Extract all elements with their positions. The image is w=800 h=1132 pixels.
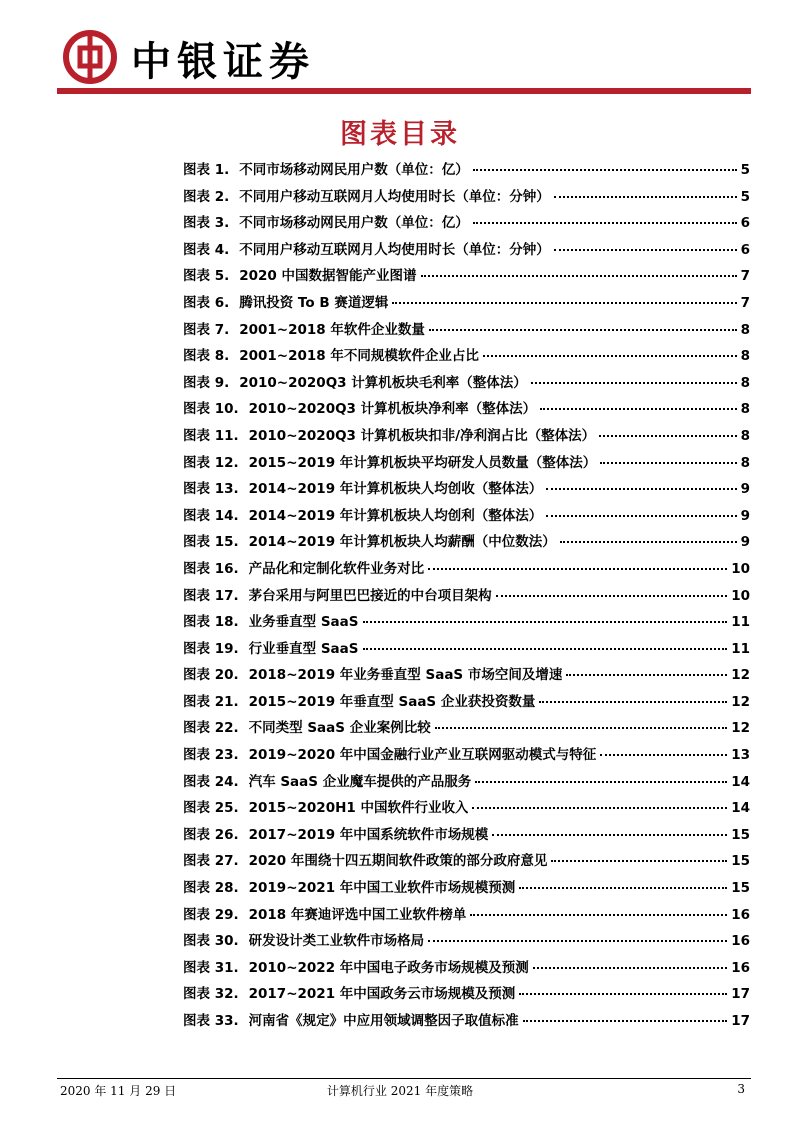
- toc-entry-page: 14: [731, 773, 750, 790]
- toc-entry-label: 图表 25.: [183, 800, 239, 817]
- toc-entry-page: 6: [740, 215, 750, 232]
- toc-entry-label: 图表 32.: [183, 986, 239, 1003]
- toc-entry-text: 不同市场移动网民用户数（单位：亿）: [239, 162, 469, 178]
- toc-leader-dots: [472, 797, 727, 809]
- toc-entry[interactable]: [183, 583, 750, 610]
- toc-entry[interactable]: [183, 742, 750, 769]
- toc-entry-text: 研发设计类工业软件市场格局: [248, 933, 425, 950]
- toc-entry-page: 8: [740, 454, 750, 471]
- toc-leader-dots: [539, 691, 727, 703]
- toc-entry-text: 业务垂直型 SaaS: [248, 614, 359, 631]
- toc-entry-page: 7: [740, 294, 750, 311]
- toc-entry-text: 2020 年围绕十四五期间软件政策的部分政府意见: [248, 853, 548, 870]
- toc-entry-page: 8: [740, 427, 750, 444]
- footer-date: 2020 年 11 月 29 日: [60, 1084, 177, 1098]
- toc-entry-label: 图表 7.: [183, 321, 230, 338]
- toc-leader-dots: [533, 957, 727, 969]
- toc-entry-text: 2018~2019 年业务垂直型 SaaS 市场空间及增速: [248, 667, 563, 684]
- toc-entry-page: 17: [731, 986, 750, 1003]
- toc-entry-page: 11: [731, 640, 750, 657]
- toc-leader-dots: [435, 717, 728, 729]
- page-title: 图表目录: [340, 119, 460, 150]
- toc-entry-text: 2010~2022 年中国电子政务市场规模及预测: [248, 959, 529, 976]
- toc-entry-page: 14: [731, 800, 750, 817]
- toc-entry[interactable]: [183, 769, 750, 796]
- toc-entry-label: 图表 4.: [183, 241, 230, 258]
- toc-entry-page: 15: [731, 853, 750, 870]
- toc-entry[interactable]: [183, 662, 750, 689]
- toc-entry-label: 图表 3.: [183, 215, 230, 232]
- toc-entry-label: 图表 9.: [183, 374, 230, 391]
- toc-entry-label: 图表 27.: [183, 853, 239, 870]
- toc-entry[interactable]: [183, 556, 750, 583]
- toc-leader-dots: [429, 319, 737, 331]
- toc-entry-label: 图表 5.: [183, 268, 230, 285]
- toc-entry-label: 图表 18.: [183, 614, 239, 631]
- toc-entry[interactable]: [183, 636, 750, 663]
- toc-entry-text: 2015~2020H1 中国软件行业收入: [248, 800, 469, 817]
- toc-leader-dots: [540, 398, 736, 410]
- toc-entry-text: 2014~2019 年计算机板块人均创收（整体法）: [248, 481, 543, 498]
- toc-entry[interactable]: [183, 290, 750, 317]
- toc-leader-dots: [363, 638, 728, 650]
- toc-entry-text: 2020 中国数据智能产业图谱: [239, 268, 417, 285]
- toc-entry-label: 图表 20.: [183, 667, 239, 684]
- toc-entry-label: 图表 29.: [183, 906, 239, 923]
- toc-entry-text: 2001~2018 年不同规模软件企业占比: [239, 348, 479, 365]
- toc-entry[interactable]: [183, 503, 750, 530]
- toc-entry-page: 5: [740, 162, 750, 178]
- toc-entry-label: 图表 22.: [183, 720, 239, 737]
- toc-leader-dots: [473, 159, 737, 171]
- toc-leader-dots: [392, 292, 736, 304]
- toc-leader-dots: [600, 452, 736, 464]
- toc-entry-text: 不同类型 SaaS 企业案例比较: [248, 720, 431, 737]
- toc-entry-text: 2010~2020Q3 计算机板块扣非/净利润占比（整体法）: [248, 427, 596, 444]
- toc-entry[interactable]: [183, 184, 750, 211]
- toc-leader-dots: [428, 930, 727, 942]
- toc-entry-text: 腾讯投资 To B 赛道逻辑: [239, 294, 389, 311]
- toc-entry-page: 16: [731, 959, 750, 976]
- toc-entry-text: 2010~2020Q3 计算机板块净利率（整体法）: [248, 401, 537, 418]
- toc-entry[interactable]: [183, 928, 750, 955]
- toc-entry-page: 8: [740, 374, 750, 391]
- toc-entry-page: 10: [731, 587, 750, 604]
- header-rule: [57, 88, 751, 94]
- toc-entry-text: 不同市场移动网民用户数（单位：亿）: [239, 215, 469, 232]
- toc-entry-text: 行业垂直型 SaaS: [248, 640, 359, 657]
- toc-entry-text: 产品化和定制化软件业务对比: [248, 560, 425, 577]
- toc-entry-page: 9: [740, 507, 750, 524]
- toc-leader-dots: [473, 212, 737, 224]
- toc-leader-dots: [566, 664, 727, 676]
- toc-entry[interactable]: [183, 476, 750, 503]
- toc-entry[interactable]: [183, 210, 750, 237]
- toc-entry-text: 2019~2020 年中国金融行业产业互联网驱动模式与特征: [248, 747, 597, 764]
- toc-leader-dots: [475, 771, 727, 783]
- toc-entry-text: 汽车 SaaS 企业魔车提供的产品服务: [248, 773, 472, 790]
- toc-entry-page: 8: [740, 348, 750, 365]
- toc-entry-label: 图表 8.: [183, 348, 230, 365]
- toc-entry-label: 图表 26.: [183, 826, 239, 843]
- toc-leader-dots: [554, 239, 737, 251]
- toc-entry[interactable]: [183, 848, 750, 875]
- toc-entry-page: 16: [731, 906, 750, 923]
- toc-entry-page: 9: [740, 534, 750, 551]
- toc-entry-text: 2015~2019 年垂直型 SaaS 企业获投资数量: [248, 693, 536, 710]
- toc-entry-page: 15: [731, 880, 750, 897]
- toc-leader-dots: [546, 478, 736, 490]
- toc-entry-label: 图表 24.: [183, 773, 239, 790]
- footer-rule: [57, 1078, 751, 1079]
- toc-entry-label: 图表 2.: [183, 188, 230, 205]
- toc-leader-dots: [600, 744, 727, 756]
- toc-entry[interactable]: [183, 902, 750, 929]
- toc-entry-label: 图表 16.: [183, 560, 239, 577]
- toc-entry[interactable]: [183, 795, 750, 822]
- toc-entry-label: 图表 12.: [183, 454, 239, 471]
- toc-entry-label: 图表 30.: [183, 933, 239, 950]
- brand-name: 中银证券: [131, 38, 315, 85]
- toc-entry-page: 12: [731, 693, 750, 710]
- toc-entry-page: 9: [740, 481, 750, 498]
- toc-entry-text: 2010~2020Q3 计算机板块毛利率（整体法）: [239, 374, 527, 391]
- footer-page-number: 3: [737, 1082, 745, 1096]
- toc-leader-dots: [554, 186, 737, 198]
- toc-leader-dots: [470, 904, 727, 916]
- toc-entry[interactable]: [183, 981, 750, 1008]
- toc-leader-dots: [496, 585, 728, 597]
- toc-entry-label: 图表 6.: [183, 294, 230, 311]
- toc-leader-dots: [483, 345, 737, 357]
- toc-entry-page: 12: [731, 720, 750, 737]
- toc-entry-label: 图表 33.: [183, 1013, 239, 1029]
- toc-entry-text: 不同用户移动互联网月人均使用时长（单位：分钟）: [239, 188, 550, 205]
- toc-entry-text: 不同用户移动互联网月人均使用时长（单位：分钟）: [239, 241, 550, 258]
- toc-entry-label: 图表 21.: [183, 693, 239, 710]
- toc-entry[interactable]: [183, 157, 750, 184]
- toc-entry-label: 图表 11.: [183, 427, 239, 444]
- toc-entry[interactable]: [183, 396, 750, 423]
- toc-leader-dots: [546, 505, 736, 517]
- toc-entry-label: 图表 23.: [183, 747, 239, 764]
- toc-entry-text: 2017~2019 年中国系统软件市场规模: [248, 826, 489, 843]
- toc-entry[interactable]: [183, 1008, 750, 1035]
- toc-entry[interactable]: [183, 263, 750, 290]
- toc-entry-label: 图表 10.: [183, 401, 239, 418]
- toc-entry-text: 2019~2021 年中国工业软件市场规模预测: [248, 880, 516, 897]
- toc-entry-label: 图表 14.: [183, 507, 239, 524]
- toc-entry[interactable]: [183, 689, 750, 716]
- toc-entry-label: 图表 28.: [183, 880, 239, 897]
- toc-entry-text: 茅台采用与阿里巴巴接近的中台项目架构: [248, 587, 492, 604]
- toc-entry[interactable]: [183, 955, 750, 982]
- toc-leader-dots: [519, 983, 727, 995]
- toc-entry-label: 图表 17.: [183, 587, 239, 604]
- toc-entry[interactable]: [183, 715, 750, 742]
- toc-entry[interactable]: [183, 875, 750, 902]
- toc-entry[interactable]: [183, 822, 750, 849]
- toc-leader-dots: [531, 372, 737, 384]
- toc-entry-page: 12: [731, 667, 750, 684]
- toc-entry-page: 8: [740, 401, 750, 418]
- toc-entry[interactable]: [183, 450, 750, 477]
- toc-entry[interactable]: [183, 609, 750, 636]
- toc-leader-dots: [560, 531, 737, 543]
- bank-of-china-logo-icon: [63, 30, 117, 84]
- toc-leader-dots: [599, 425, 737, 437]
- toc-entry-label: 图表 1.: [183, 162, 230, 178]
- toc-entry-text: 2014~2019 年计算机板块人均薪酬（中位数法）: [248, 534, 556, 551]
- toc-entry[interactable]: [183, 343, 750, 370]
- toc-entry-page: 6: [740, 241, 750, 258]
- toc-leader-dots: [492, 824, 727, 836]
- toc-list: [183, 157, 750, 1035]
- toc-entry[interactable]: [183, 237, 750, 264]
- toc-leader-dots: [421, 265, 737, 277]
- toc-entry-page: 13: [731, 747, 750, 764]
- toc-entry-page: 8: [740, 321, 750, 338]
- toc-entry-page: 11: [731, 614, 750, 631]
- toc-entry-label: 图表 19.: [183, 640, 239, 657]
- toc-leader-dots: [519, 877, 727, 889]
- toc-entry-page: 7: [740, 268, 750, 285]
- toc-entry[interactable]: [183, 529, 750, 556]
- toc-leader-dots: [523, 1010, 728, 1022]
- toc-leader-dots: [428, 558, 727, 570]
- toc-entry-text: 2001~2018 年软件企业数量: [239, 321, 425, 338]
- toc-entry-text: 2017~2021 年中国政务云市场规模及预测: [248, 986, 516, 1003]
- toc-entry[interactable]: [183, 423, 750, 450]
- toc-entry-label: 图表 13.: [183, 481, 239, 498]
- toc-entry-text: 2018 年赛迪评选中国工业软件榜单: [248, 906, 467, 923]
- toc-entry-text: 河南省《规定》中应用领域调整因子取值标准: [248, 1013, 519, 1029]
- toc-entry-page: 16: [731, 933, 750, 950]
- toc-entry-page: 10: [731, 560, 750, 577]
- toc-entry-label: 图表 31.: [183, 959, 239, 976]
- toc-entry-page: 17: [731, 1013, 750, 1029]
- toc-entry-page: 15: [731, 826, 750, 843]
- toc-entry-page: 5: [740, 188, 750, 205]
- toc-entry-text: 2014~2019 年计算机板块人均创利（整体法）: [248, 507, 543, 524]
- toc-entry-label: 图表 15.: [183, 534, 239, 551]
- toc-entry-text: 2015~2019 年计算机板块平均研发人员数量（整体法）: [248, 454, 597, 471]
- footer-report-title: 计算机行业 2021 年度策略: [326, 1084, 474, 1098]
- toc-entry[interactable]: [183, 370, 750, 397]
- toc-leader-dots: [363, 611, 728, 623]
- toc-leader-dots: [551, 850, 727, 862]
- toc-entry[interactable]: [183, 317, 750, 344]
